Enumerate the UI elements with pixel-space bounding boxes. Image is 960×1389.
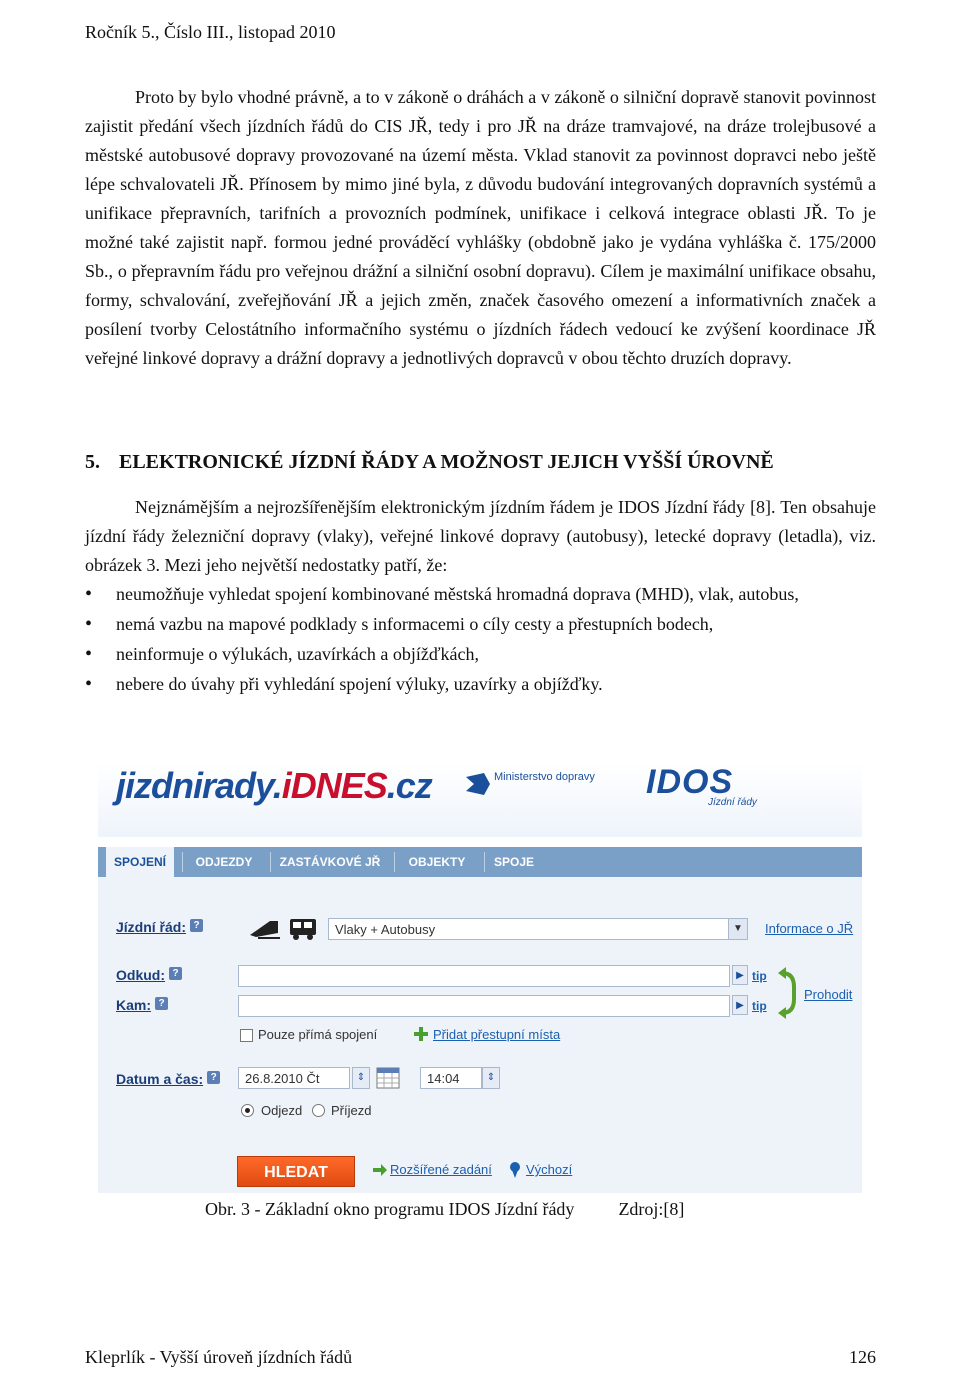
time-stepper-icon[interactable]: ⇕ [482, 1067, 500, 1089]
help-icon[interactable]: ? [207, 1071, 220, 1084]
swap-arrows-icon[interactable] [778, 967, 800, 1019]
help-icon[interactable]: ? [169, 967, 182, 980]
ministry-label: Ministerstvo dopravy [494, 771, 595, 783]
body-paragraph-1 [85, 83, 876, 373]
site-logo[interactable] [116, 765, 432, 807]
departure-radio[interactable] [241, 1104, 254, 1117]
section-heading [85, 451, 774, 474]
timetable-label [116, 919, 203, 935]
to-label [116, 997, 168, 1013]
tab-divider [182, 852, 183, 872]
tab-objekty[interactable]: OBJEKTY [408, 855, 466, 869]
caption-source: Zdroj:[8] [618, 1199, 685, 1219]
logo-brand: iDNES [281, 765, 387, 806]
from-arrow-icon[interactable]: ▶ [732, 965, 748, 985]
direct-only-checkbox[interactable] [240, 1029, 253, 1042]
to-input[interactable] [238, 995, 730, 1017]
plus-icon [414, 1027, 428, 1041]
idos-screenshot [98, 763, 862, 1193]
info-jr-link[interactable]: Informace o JŘ [765, 921, 854, 936]
tab-divider [270, 852, 271, 872]
advanced-search-link[interactable]: Rozšířené zadání [390, 1162, 492, 1177]
date-value: 26.8.2010 Čt [245, 1071, 320, 1086]
section-number: 5. [85, 451, 100, 473]
list-item: • neumožňuje vyhledat spojení kombinované městská hromadná doprava (MHD), vlak, autobus, [85, 580, 876, 609]
timetable-select[interactable] [328, 918, 748, 940]
calendar-icon[interactable] [376, 1067, 400, 1089]
running-header: Ročník 5., Číslo III., listopad 2010 [85, 22, 336, 42]
bus-icon [288, 917, 320, 941]
paragraph-text: Nejznámějším a nejrozšířenějším elektronickým jízdním řádem je IDOS Jízdní řády [8]. Ten obsahuje jízdní řády železniční dopravy (vlaky), veřejné linkové dopravy (autobusy), letecké dopravy (letadla), viz. obrázek 3. Mezi jeho největší nedostatky patří, že: [85, 497, 876, 575]
help-icon[interactable]: ? [155, 997, 168, 1010]
bullet-list [85, 580, 876, 700]
direct-only-label: Pouze přímá spojení [258, 1027, 378, 1042]
timetable-label-text: Jízdní řád: [116, 919, 187, 935]
date-stepper-icon[interactable]: ⇕ [352, 1067, 370, 1089]
tab-bar [98, 847, 862, 877]
search-button[interactable]: HLEDAT [237, 1156, 355, 1187]
site-header [98, 763, 862, 837]
train-icon [248, 917, 284, 941]
arrival-radio[interactable] [312, 1104, 325, 1117]
departure-label: Odjezd [261, 1103, 303, 1118]
time-input[interactable] [420, 1067, 482, 1089]
timetable-select-value: Vlaky + Autobusy [335, 922, 436, 937]
figure-caption [205, 1199, 684, 1220]
to-arrow-icon[interactable]: ▶ [732, 995, 748, 1015]
date-input[interactable] [238, 1067, 350, 1089]
from-input[interactable] [238, 965, 730, 987]
default-link[interactable]: Výchozí [526, 1162, 573, 1177]
section-title: ELEKTRONICKÉ JÍZDNÍ ŘÁDY A MOŽNOST JEJICH VYŠŠÍ ÚROVNĚ [119, 451, 774, 473]
arrival-label: Příjezd [331, 1103, 372, 1118]
tab-odjezdy[interactable]: ODJEZDY [195, 855, 253, 869]
paragraph-text: Proto by bylo vhodné právně, a to v zákoně o dráhách a v zákoně o silniční dopravě stanovit povinnost zajistit předání všech jízdních řádů do CIS JŘ, tedy i pro JŘ na dráze tramvajové, na dráze trolejbusové a městské autobusové dopravy provozované na území města. Vklad stanovit za povinnost dopravci nebo ještě lépe schvalovateli JŘ. Přínosem by mimo jiné byla, z důvodu budování integrovaných dopravních systémů a unifikace přepravních, tarifních a provozních podmínek, unifikace i celková integrace oblasti JŘ. To je možné také zajistit např. formou jedné prováděcí vyhlášky (obdobně jako je vydána vyhláška č. 175/2000 Sb., o přepravním řádu pro veřejnou drážní a silniční osobní dopravu). Cílem je maximální unifikace obsahu, formy, schvalování, zveřejňování JŘ a jejich změn, značek časového omezení a informativních značek a posílení tvorby Celostátního informačního systému o jízdních řádech vedoucí ke zvýšení koordinace JŘ veřejné linkové dopravy a drážní dopravy a jednotlivých dopravců v obou těchto druzích dopravy. [85, 87, 876, 368]
tab-divider [394, 852, 395, 872]
chevron-down-icon[interactable]: ▼ [728, 919, 747, 939]
tab-zastavkove-jr[interactable]: ZASTÁVKOVÉ JŘ [279, 855, 381, 869]
from-label-text: Odkud: [116, 967, 165, 983]
swap-link[interactable]: Prohodit [804, 987, 853, 1002]
from-tip-link[interactable]: tip [752, 969, 767, 983]
list-item: • nemá vazbu na mapové podklady s informacemi o cíly cesty a přestupních bodech, [85, 610, 876, 639]
list-item: • neinformuje o výlukách, uzavírkách a objížďkách, [85, 640, 876, 669]
ministry-logo-icon [466, 773, 490, 795]
running-footer [85, 1347, 876, 1368]
help-icon[interactable]: ? [190, 919, 203, 932]
to-tip-link[interactable]: tip [752, 999, 767, 1013]
pin-icon [508, 1162, 522, 1178]
caption-text: Obr. 3 - Základní okno programu IDOS Jízdní řády [205, 1199, 575, 1219]
logo-text: jizdnirady. [116, 765, 282, 806]
body-paragraph-2 [85, 493, 876, 580]
time-value: 14:04 [427, 1071, 460, 1086]
tab-divider [484, 852, 485, 872]
idos-subtitle: Jízdní řády [708, 797, 757, 808]
page-number: 126 [849, 1347, 876, 1367]
arrow-right-icon [373, 1164, 387, 1176]
datetime-label [116, 1071, 220, 1087]
search-form [98, 877, 862, 1193]
add-transfer-link[interactable]: Přidat přestupní místa [433, 1027, 561, 1042]
tab-spojeni[interactable]: SPOJENÍ [106, 847, 174, 877]
idos-logo: IDOS [646, 763, 734, 801]
datetime-label-text: Datum a čas: [116, 1071, 204, 1087]
footer-title: Kleprlík - Vyšší úroveň jízdních řádů [85, 1347, 353, 1367]
list-item: • nebere do úvahy při vyhledání spojení výluky, uzavírky a objížďky. [85, 670, 876, 699]
logo-tld: .cz [386, 765, 432, 806]
tab-spoje[interactable]: SPOJE [493, 855, 535, 869]
to-label-text: Kam: [116, 997, 152, 1013]
from-label [116, 967, 182, 983]
